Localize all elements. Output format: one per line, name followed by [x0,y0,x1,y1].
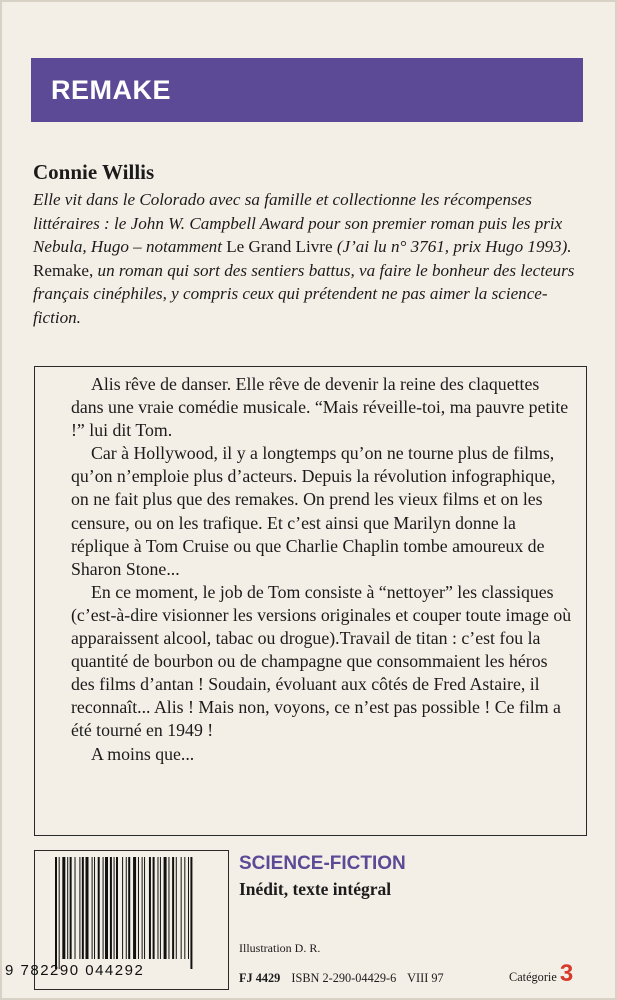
book-title: REMAKE [51,74,172,105]
synopsis-paragraph-3: En ce moment, le job de Tom consiste à “nettoyer” les classiques (c’est-à-dire visionner les versions originales et couper toute image où apparaissent alcool, tabac ou drogue).Travail de titan : c’est fou la quantité de bourbon ou de champagne que consommaient les héros des films d’antan ! Soudain, évoluant aux côtés de Fred Astaire, il reconnaît... Alis ! Mais non, voyons, ce n’est pas possible ! Ce film a été tourné en 1949 ! [71,581,572,741]
category-label: Catégorie [509,970,557,984]
illustration-credit: Illustration D. R. [239,941,321,955]
bio-part-5: un roman qui sort des sentiers battus, va faire le bonheur des lecteurs français cinéphiles, y compris ceux qui prétendent ne pas aimer la science-fiction. [33,260,575,327]
catalog-line [239,971,452,986]
bio-book-title-1: Le Grand Livre [221,237,337,257]
barcode-number: 9 782290 044292 [5,962,145,979]
collection-label: SCIENCE-FICTION [239,853,406,874]
isbn: ISBN 2-290-04429-6 [291,971,397,985]
bio-book-title-2: Remake, [33,260,94,280]
synopsis-box [34,366,587,836]
bio-part-1: Elle vit dans le Colorado avec sa famille et collectionne les récompenses littéraires : le John W. Campbell Award pour son premier roman puis les prix Nebula, Hugo – notamment [33,190,563,257]
print-date: VIII 97 [407,971,444,985]
author-section [33,160,588,330]
barcode-icon [55,857,245,969]
bio-part-3: (J’ai lu n° 3761, prix Hugo 1993). [336,237,572,257]
catalog-code: FJ 4429 [239,971,281,985]
synopsis-paragraph-2: Car à Hollywood, il y a longtemps qu’on ne tourne plus de films, qu’on n’emploie plus d’acteurs. Depuis la révolution infographique, on ne fait plus que des remakes. On prend les vieux films et on les censure, ou on les trafique. Et c’est ainsi que Marilyn donne la réplique à Tom Cruise ou que Charlie Chaplin tombe amoureux de Sharon Stone... [71,443,556,579]
synopsis-paragraph-4: A moins que... [91,743,195,764]
category [509,960,573,988]
author-bio [33,188,588,330]
category-number: 3 [559,960,574,987]
edition-label: Inédit, texte intégral [239,879,392,899]
synopsis-paragraph-1: Alis rêve de danser. Elle rêve de devenir la reine des claquettes dans une vraie comédie musicale. “Mais réveille-toi, ma pauvre petite !” lui dit Tom. [71,374,569,441]
author-name: Connie Willis [33,160,155,184]
title-banner [31,58,583,122]
